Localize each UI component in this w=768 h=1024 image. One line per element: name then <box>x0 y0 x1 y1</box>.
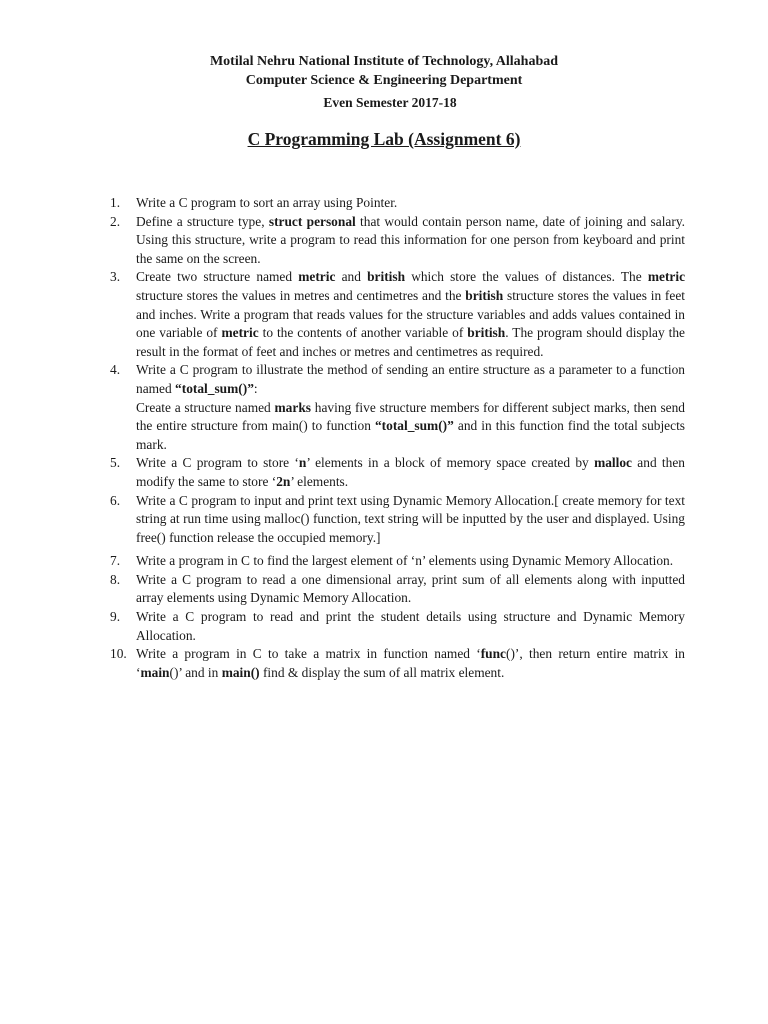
question-text: : <box>253 380 258 396</box>
question-item <box>110 213 685 269</box>
question-text: having five structure members for different subject marks, then send the entire structure from main() to function <box>136 399 685 434</box>
question-item <box>110 645 685 682</box>
question-text: . The program should display the result in the format of feet and inches or metres and centimetres as required. <box>136 325 686 359</box>
question-keyword: struct personal <box>268 213 356 229</box>
question-keyword: metric <box>298 269 336 285</box>
question-keyword: british <box>467 325 506 341</box>
question-text: Define a structure type, <box>136 213 269 229</box>
question-keyword: malloc <box>594 455 632 471</box>
question-keyword: british <box>465 287 504 303</box>
question-text: that would contain person name, date of joining and salary. Using this structure, write a program to read this information for one person from keyboard and print the same on the screen. <box>136 213 685 266</box>
question-keyword: “total_sum()” <box>175 380 254 396</box>
question-text: and <box>335 269 368 285</box>
question-item <box>110 571 685 608</box>
question-text: Create two structure named <box>136 269 299 285</box>
question-number: 9. <box>110 609 121 625</box>
question-keyword: british <box>367 269 406 285</box>
document-header <box>0 52 768 150</box>
question-item <box>110 361 685 454</box>
question-item <box>110 608 685 645</box>
question-keyword: main <box>140 664 170 680</box>
question-text: Write a C program to read and print the student details using structure and Dynamic Memory Allocation. <box>136 609 685 643</box>
question-number: 6. <box>110 492 121 508</box>
assignment-list <box>110 194 685 682</box>
question-text: Write a program in C to find the largest element of ‘n’ elements using Dynamic Memory Allocation. <box>136 553 674 569</box>
question-number: 8. <box>110 571 121 587</box>
question-text: which store the values of distances. The <box>405 269 648 285</box>
question-keyword: func <box>480 646 507 662</box>
question-text: ’ elements in a block of memory space created by <box>306 455 595 471</box>
question-item <box>110 454 685 491</box>
semester-label: Even Semester 2017-18 <box>323 95 457 110</box>
question-text: ()’, then return entire matrix in ‘ <box>136 646 685 680</box>
question-text: Write a C program to sort an array using Pointer. <box>136 195 398 210</box>
question-keyword: metric <box>647 269 686 285</box>
question-keyword: 2n <box>276 473 291 489</box>
question-text: structure stores the values in metres and centimetres and the <box>136 287 466 303</box>
question-text: find & display the sum of all matrix element. <box>259 664 505 680</box>
question-text: to the contents of another variable of <box>258 325 468 341</box>
question-number: 4. <box>110 362 121 378</box>
question-number: 10. <box>110 646 127 662</box>
question-text: ()’ and in <box>169 664 222 680</box>
question-text: Create a structure named <box>136 399 275 415</box>
question-text: Write a C program to illustrate the method of sending an entire structure as a parameter to a function named <box>136 362 685 396</box>
question-item <box>110 552 685 571</box>
question-text: Write a program in C to take a matrix in function named ‘ <box>136 646 481 662</box>
question-text: Write a C program to store ‘ <box>136 455 299 471</box>
department-name: Computer Science & Engineering Department <box>245 73 523 88</box>
question-keyword: main() <box>221 664 260 680</box>
question-text: and then modify the same to store ‘ <box>136 455 685 489</box>
question-text: Write a C program to read a one dimensional array, print sum of all elements along with inputted array elements using Dynamic Memory Allocation. <box>136 571 685 606</box>
question-keyword: marks <box>274 399 311 415</box>
question-number: 5. <box>110 455 121 471</box>
question-item <box>110 492 685 548</box>
question-number: 1. <box>110 195 121 210</box>
question-text: and in this function find the total subjects mark. <box>136 418 686 452</box>
question-text: structure stores the values in feet and inches. Write a program that reads values for the structure variables and adds values contained in one variable of <box>136 287 685 341</box>
assignment-title: C Programming Lab (Assignment 6) <box>247 129 521 149</box>
question-item <box>110 194 685 213</box>
question-number: 7. <box>110 553 121 569</box>
question-number: 2. <box>110 213 121 229</box>
question-item <box>110 268 685 361</box>
question-text: ’ elements. <box>290 473 349 489</box>
question-text: Write a C program to input and print text using Dynamic Memory Allocation.[ create memory for text string at run time using malloc() function, text string will be inputted by the user and displayed. Using free() function release the occupied memory.] <box>136 492 685 545</box>
question-number: 3. <box>110 269 121 285</box>
institute-name: Motilal Nehru National Institute of Technology, Allahabad <box>209 54 559 69</box>
question-keyword: metric <box>221 325 259 341</box>
question-keyword: “total_sum()” <box>374 418 454 434</box>
question-keyword: n <box>298 455 307 471</box>
